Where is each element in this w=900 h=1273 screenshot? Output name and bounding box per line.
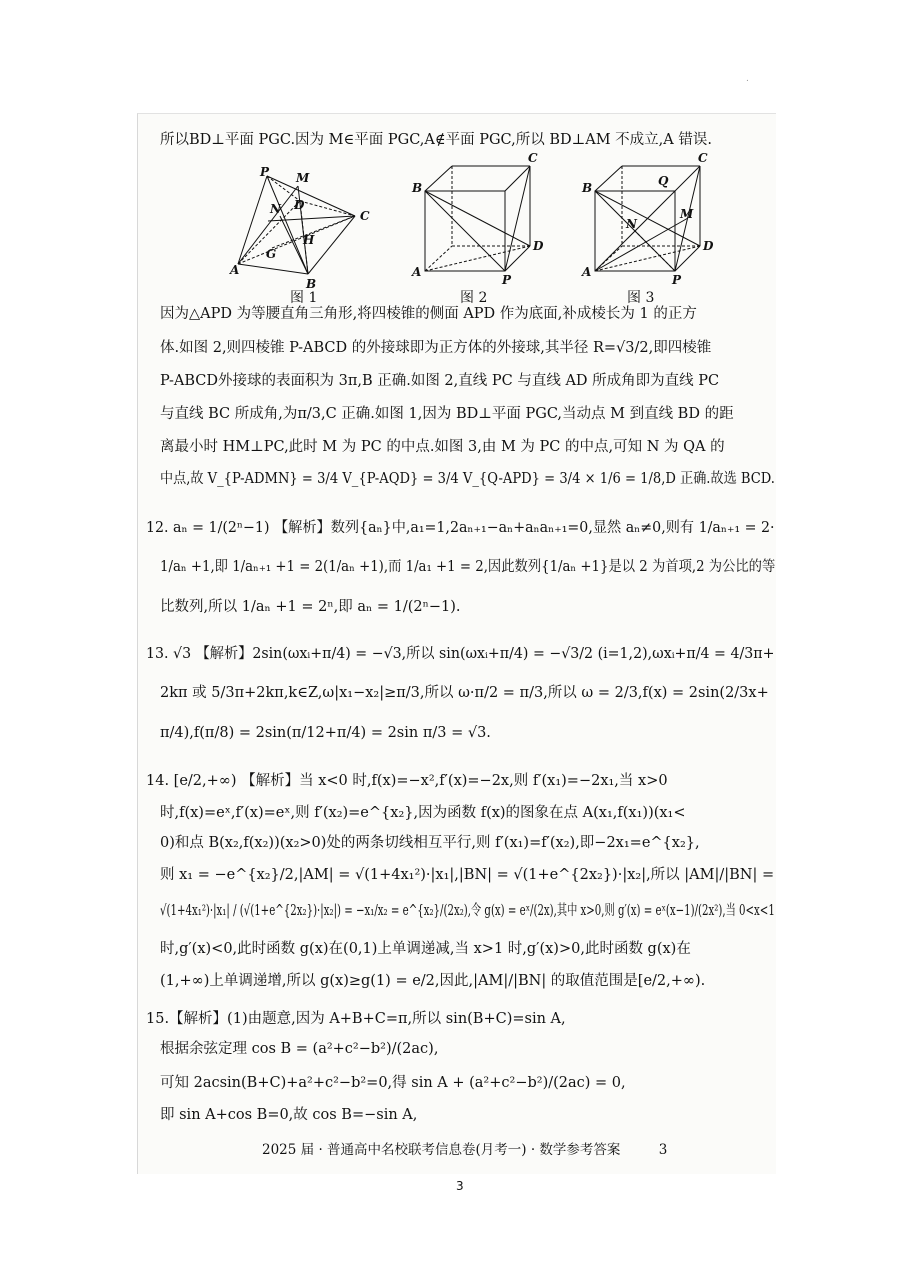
text-line: 所以BD⊥平面 PGC.因为 M∈平面 PGC,A∉平面 PGC,所以 BD⊥AM 不成立,A 错误.: [160, 132, 712, 148]
text-line: P-ABCD外接球的表面积为 3π,B 正确.如图 2,直线 PC 与直线 AD 所成角即为直线 PC: [160, 373, 720, 389]
text-line: 1/aₙ +1,即 1/aₙ₊₁ +1 = 2(1/aₙ +1),而 1/a₁ +1 = 2,因此数列{1/aₙ +1}是以 2 为首项,2 为公比的等: [160, 559, 776, 575]
text-line: 离最小时 HM⊥PC,此时 M 为 PC 的中点.如图 3,由 M 为 PC 的中点,可知 N 为 QA 的: [160, 439, 725, 455]
vertex-label: N: [626, 217, 637, 231]
text-line: √(1+4x₁²)·|x₁| / (√(1+e^{2x₂})·|x₂|) = −x₁/x₂ = e^{x₂}/(2x₂),令 g(x) = eˣ/(2x),其中 x>0,则 g′(x) = eˣ(x−1)/(2x²),当 0<x<1: [160, 903, 775, 919]
footer-page-number: 3: [658, 1142, 668, 1158]
vertex-label: P: [672, 273, 682, 287]
vertex-label: A: [230, 263, 240, 277]
text-line: 可知 2acsin(B+C)+a²+c²−b²=0,得 sin A + (a²+c²−b²)/(2ac) = 0,: [160, 1075, 626, 1091]
text-line: 时,g′(x)<0,此时函数 g(x)在(0,1)上单调递减,当 x>1 时,g′(x)>0,此时函数 g(x)在: [160, 941, 691, 957]
vertex-label: P: [502, 273, 512, 287]
text-line: 15.【解析】(1)由题意,因为 A+B+C=π,所以 sin(B+C)=sin A,: [146, 1011, 566, 1027]
figure-caption: 图 3: [627, 290, 655, 306]
vertex-label: Q: [658, 174, 669, 188]
page-number: 3: [456, 1179, 464, 1193]
vertex-label: C: [528, 151, 538, 165]
text-line: 12. aₙ = 1/(2ⁿ−1) 【解析】数列{aₙ}中,a₁=1,2aₙ₊₁−aₙ+aₙaₙ₊₁=0,显然 aₙ≠0,则有 1/aₙ₊₁ = 2·: [146, 520, 775, 536]
text-line: (1,+∞)上单调递增,所以 g(x)≥g(1) = e/2,因此,|AM|/|BN| 的取值范围是[e/2,+∞).: [160, 973, 706, 989]
vertex-label: M: [680, 207, 694, 221]
top-speck: .: [746, 74, 749, 84]
text-line: 0)和点 B(x₂,f(x₂))(x₂>0)处的两条切线相互平行,则 f′(x₁)=f′(x₂),即−2x₁=e^{x₂},: [160, 835, 700, 851]
vertex-label: M: [296, 171, 310, 185]
figure-caption: 图 2: [460, 290, 488, 306]
vertex-label: D: [533, 239, 544, 253]
figure-1-pyramid: [238, 176, 355, 274]
vertex-label: N: [270, 202, 281, 216]
vertex-label: A: [582, 265, 592, 279]
text-line: 根据余弦定理 cos B = (a²+c²−b²)/(2ac),: [160, 1041, 439, 1057]
page-footer: [262, 1138, 667, 1158]
vertex-label: B: [306, 277, 317, 291]
vertex-label: A: [412, 265, 422, 279]
vertex-label: B: [582, 181, 593, 195]
vertex-label: C: [360, 209, 370, 223]
figure-2-cube: [425, 166, 530, 271]
text-line: 中点,故 V_{P-ADMN} = 3/4 V_{P-AQD} = 3/4 V_{Q-APD} = 3/4 × 1/6 = 1/8,D 正确.故选 BCD.: [160, 471, 775, 487]
text-line: 2kπ 或 5/3π+2kπ,k∈Z,ω|x₁−x₂|≥π/3,所以 ω·π/2 = π/3,所以 ω = 2/3,f(x) = 2sin(2/3x+: [160, 685, 769, 701]
vertex-label: P: [260, 165, 270, 179]
text-line: 因为△APD 为等腰直角三角形,将四棱锥的侧面 APD 作为底面,补成棱长为 1 的正方: [160, 306, 697, 322]
text-line: 13. √3 【解析】2sin(ωxᵢ+π/4) = −√3,所以 sin(ωxᵢ+π/4) = −√3/2 (i=1,2),ωxᵢ+π/4 = 4/3π+: [146, 646, 775, 662]
text-line: 则 x₁ = −e^{x₂}/2,|AM| = √(1+4x₁²)·|x₁|,|BN| = √(1+e^{2x₂})·|x₂|,所以 |AM|/|BN| =: [160, 867, 775, 883]
text-line: 体.如图 2,则四棱锥 P-ABCD 的外接球即为正方体的外接球,其半径 R=√3/2,即四棱锥: [160, 340, 712, 356]
text-line: 14. [e/2,+∞) 【解析】当 x<0 时,f(x)=−x²,f′(x)=−2x,则 f′(x₁)=−2x₁,当 x>0: [146, 773, 668, 789]
footer-title: 2025 届 · 普通高中名校联考信息卷(月考一) · 数学参考答案: [262, 1142, 621, 1158]
vertex-label: B: [412, 181, 423, 195]
vertex-label: H: [303, 233, 315, 247]
text-line: π/4),f(π/8) = 2sin(π/12+π/4) = 2sin π/3 = √3.: [160, 725, 491, 741]
figure-caption: 图 1: [290, 290, 318, 306]
text-line: 与直线 BC 所成角,为π/3,C 正确.如图 1,因为 BD⊥平面 PGC,当动点 M 到直线 BD 的距: [160, 406, 734, 422]
vertex-label: C: [698, 151, 708, 165]
vertex-label: D: [294, 198, 305, 212]
figure-group: [230, 151, 730, 302]
text-line: 比数列,所以 1/aₙ +1 = 2ⁿ,即 aₙ = 1/(2ⁿ−1).: [160, 599, 461, 615]
vertex-label: D: [703, 239, 714, 253]
text-line: 时,f(x)=eˣ,f′(x)=eˣ,则 f′(x₂)=e^{x₂},因为函数 f(x)的图象在点 A(x₁,f(x₁))(x₁<: [160, 805, 686, 821]
vertex-label: G: [266, 247, 277, 261]
text-line: 即 sin A+cos B=0,故 cos B=−sin A,: [160, 1107, 418, 1123]
